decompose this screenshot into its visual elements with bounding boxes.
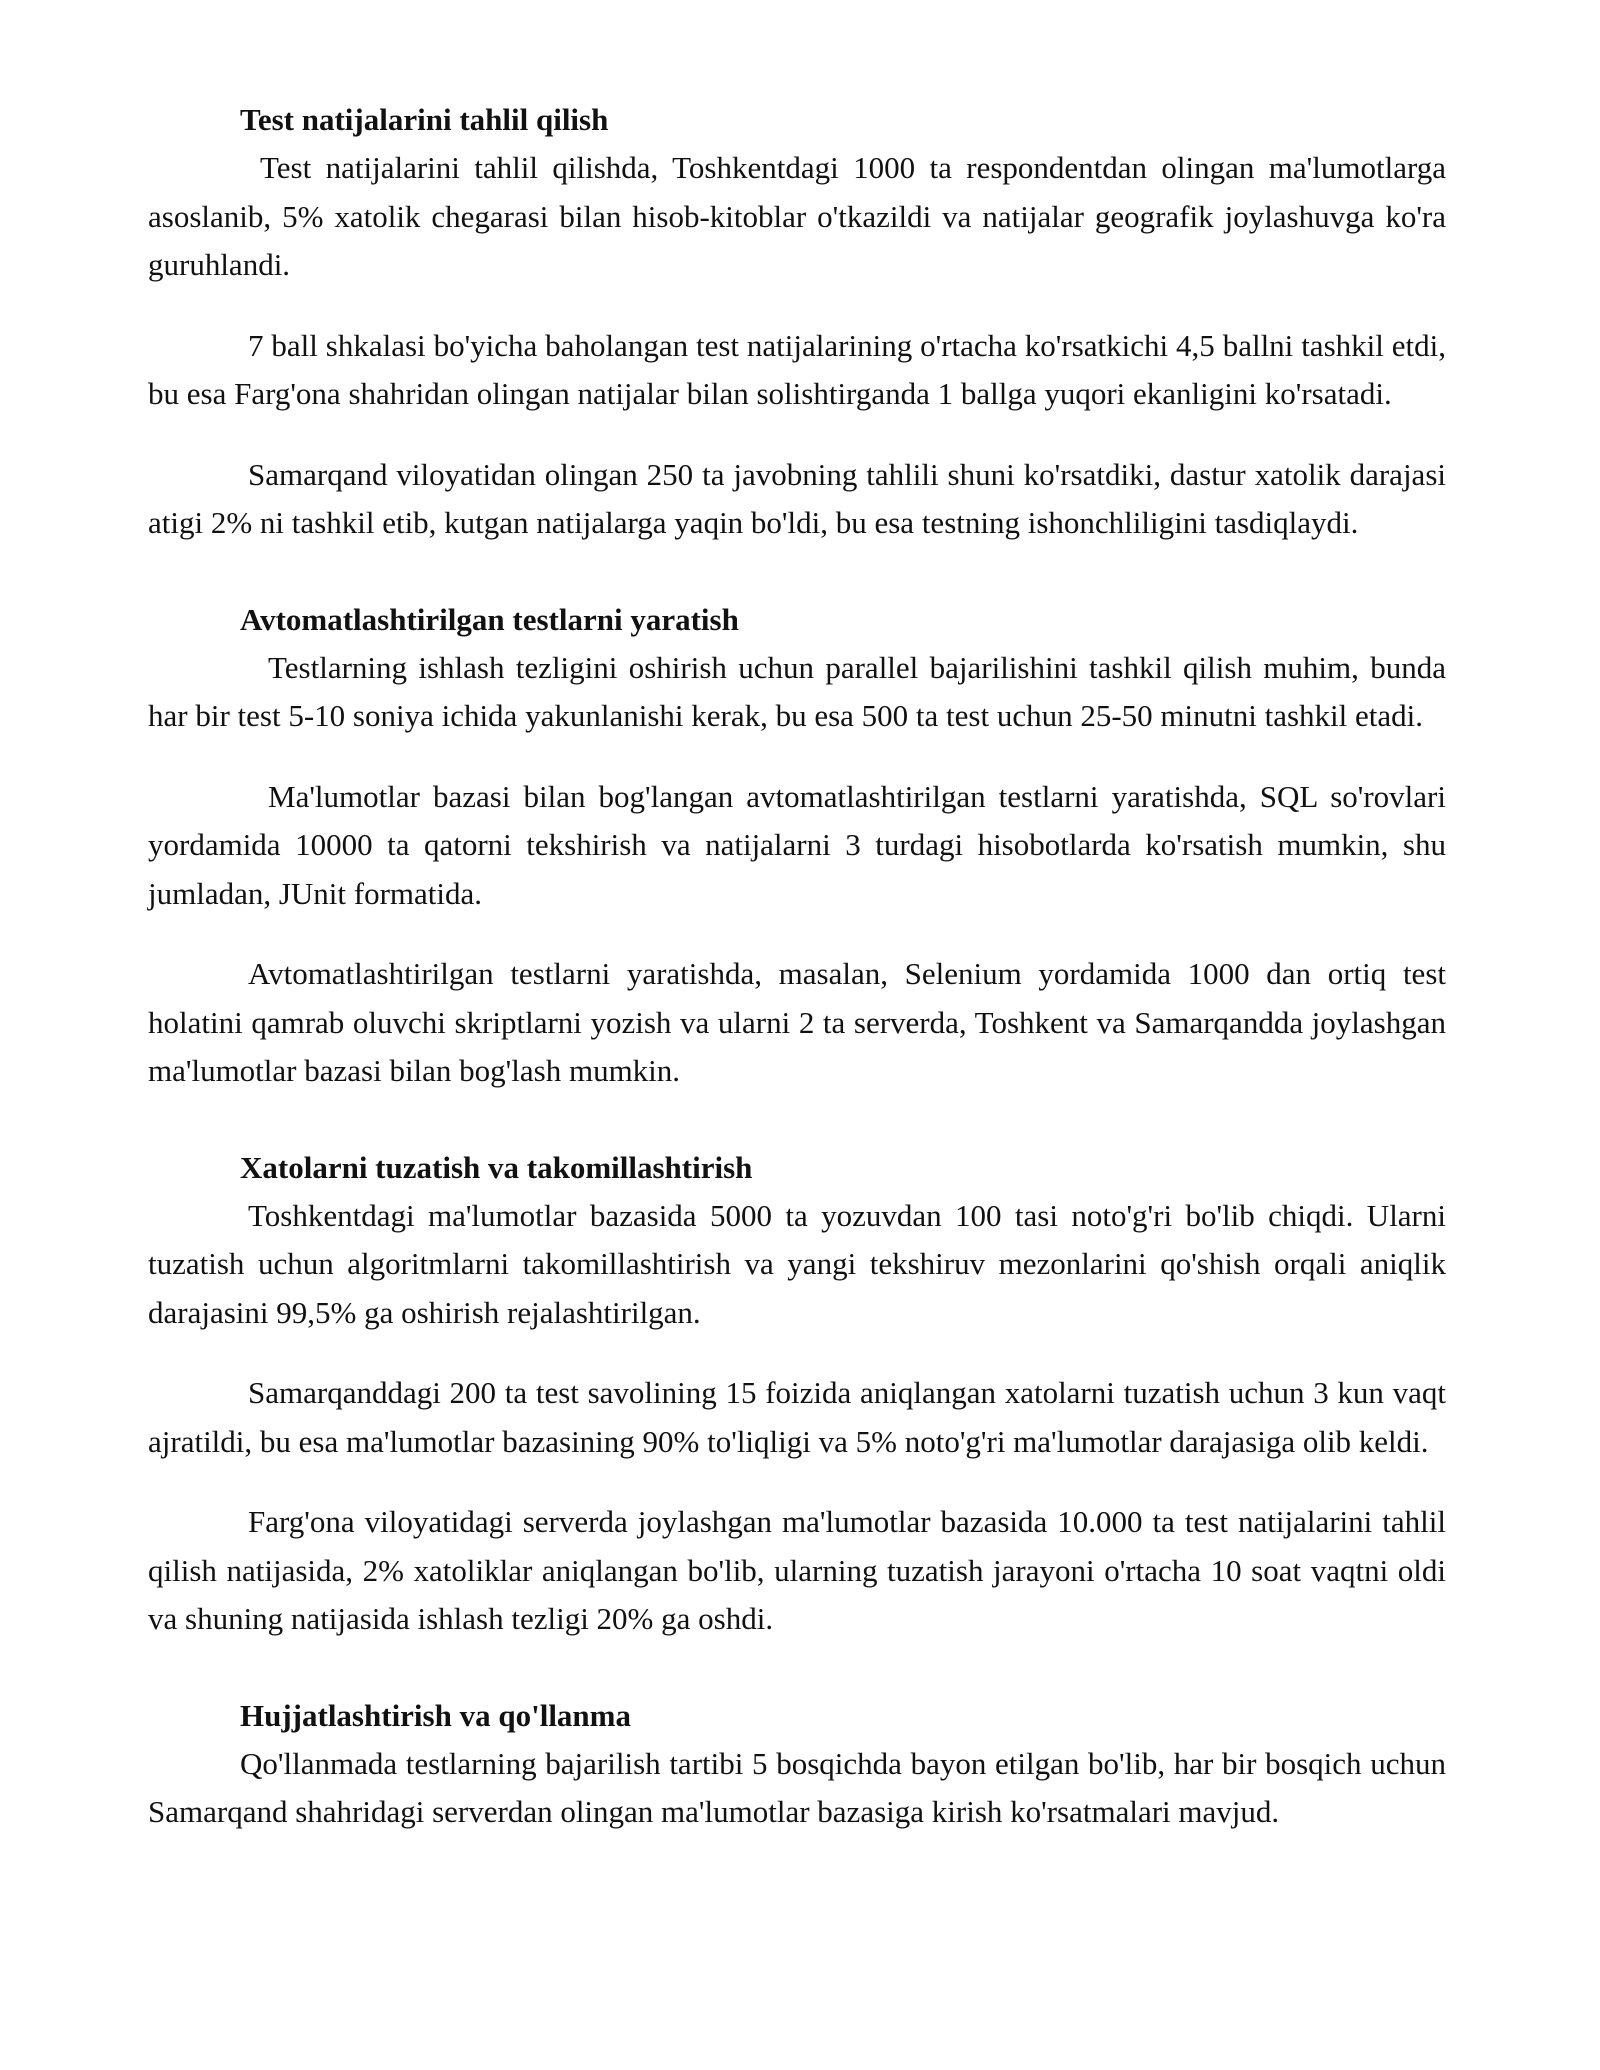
section-gap [148, 1096, 1446, 1144]
paragraph: Qo'llanmada testlarning bajarilish tartibi 5 bosqichda bayon etilgan bo'lib, har bir bosqich uchun Samarqand shahridagi serverdan olingan ma'lumotlar bazasiga kirish ko'rsatmalari mavjud. [148, 1745, 1446, 1829]
document-page [148, 96, 1446, 1837]
paragraph: Testlarning ishlash tezligini oshirish uchun parallel bajarilishini tashkil qilish muhim, bunda har bir test 5-10 soniya ichida yakunlanishi kerak, bu esa 500 ta test uchun 25-50 minutni tashkil etadi. [148, 649, 1446, 733]
paragraph-gap [148, 290, 1446, 322]
section-heading: Test natijalarini tahlil qilish [240, 102, 609, 137]
paragraph-gap [148, 741, 1446, 773]
section-heading: Xatolarni tuzatish va takomillashtirish [240, 1149, 753, 1185]
paragraph-gap [148, 918, 1446, 950]
section-heading: Hujjatlashtirish va qo'llanma [240, 1697, 631, 1733]
paragraph: Test natijalarini tahlil qilishda, Toshkentdagi 1000 ta respondentdan olingan ma'lumotlarga asoslanib, 5% xatolik chegarasi bilan hisob-kitoblar o'tkazildi va natijalar geografik joylashuvga ko'ra guruhlandi. [148, 150, 1446, 282]
paragraph: Samarqanddagi 200 ta test savolining 15 foizida aniqlangan xatolarni tuzatish uchun 3 kun vaqt ajratildi, bu esa ma'lumotlar bazasining 90% to'liqligi va 5% noto'g'ri ma'lumotlar darajasiga olib keldi. [148, 1375, 1446, 1459]
paragraph: Avtomatlashtirilgan testlarni yaratishda, masalan, Selenium yordamida 1000 dan ortiq test holatini qamrab oluvchi skriptlarni yozish va ularni 2 ta serverda, Toshkent va Samarqandda joylashgan ma'lumotlar bazasi bilan bog'lash mumkin. [148, 956, 1446, 1088]
paragraph: Farg'ona viloyatidagi serverda joylashgan ma'lumotlar bazasida 10.000 ta test natijalarini tahlil qilish natijasida, 2% xatoliklar aniqlangan bo'lib, ularning tuzatish jarayoni o'rtacha 10 soat vaqtni oldi va shuning natijasida ishlash tezligi 20% ga oshdi. [148, 1504, 1446, 1636]
paragraph: Samarqand viloyatidan olingan 250 ta javobning tahlili shuni ko'rsatdiki, dastur xatolik darajasi atigi 2% ni tashkil etib, kutgan natijalarga yaqin bo'ldi, bu esa testning ishonchliligini tasdiqlaydi. [148, 456, 1446, 540]
paragraph: Toshkentdagi ma'lumotlar bazasida 5000 ta yozuvdan 100 tasi noto'g'ri bo'lib chiqdi. Ularni tuzatish uchun algoritmlarni takomillashtirish va yangi tekshiruv mezonlarini qo'shish orqali aniqlik darajasini 99,5% ga oshirish rejalashtirilgan. [148, 1197, 1446, 1330]
paragraph-gap [148, 1337, 1446, 1369]
section-gap [148, 1644, 1446, 1692]
paragraph: Ma'lumotlar bazasi bilan bog'langan avtomatlashtirilgan testlarni yaratishda, SQL so'rovlari yordamida 10000 ta qatorni tekshirish va natijalarni 3 turdagi hisobotlarda ko'rsatish mumkin, shu jumladan, JUnit formatida. [148, 778, 1446, 911]
paragraph-gap [148, 419, 1446, 451]
section-gap [148, 548, 1446, 596]
paragraph-gap [148, 1466, 1446, 1498]
paragraph: 7 ball shkalasi bo'yicha baholangan test natijalarining o'rtacha ko'rsatkichi 4,5 ballni tashkil etdi, bu esa Farg'ona shahridan olingan natijalar bilan solishtirganda 1 ballga yuqori ekanligini ko'rsatadi. [148, 327, 1446, 411]
section-heading: Avtomatlashtirilgan testlarni yaratish [240, 601, 739, 637]
